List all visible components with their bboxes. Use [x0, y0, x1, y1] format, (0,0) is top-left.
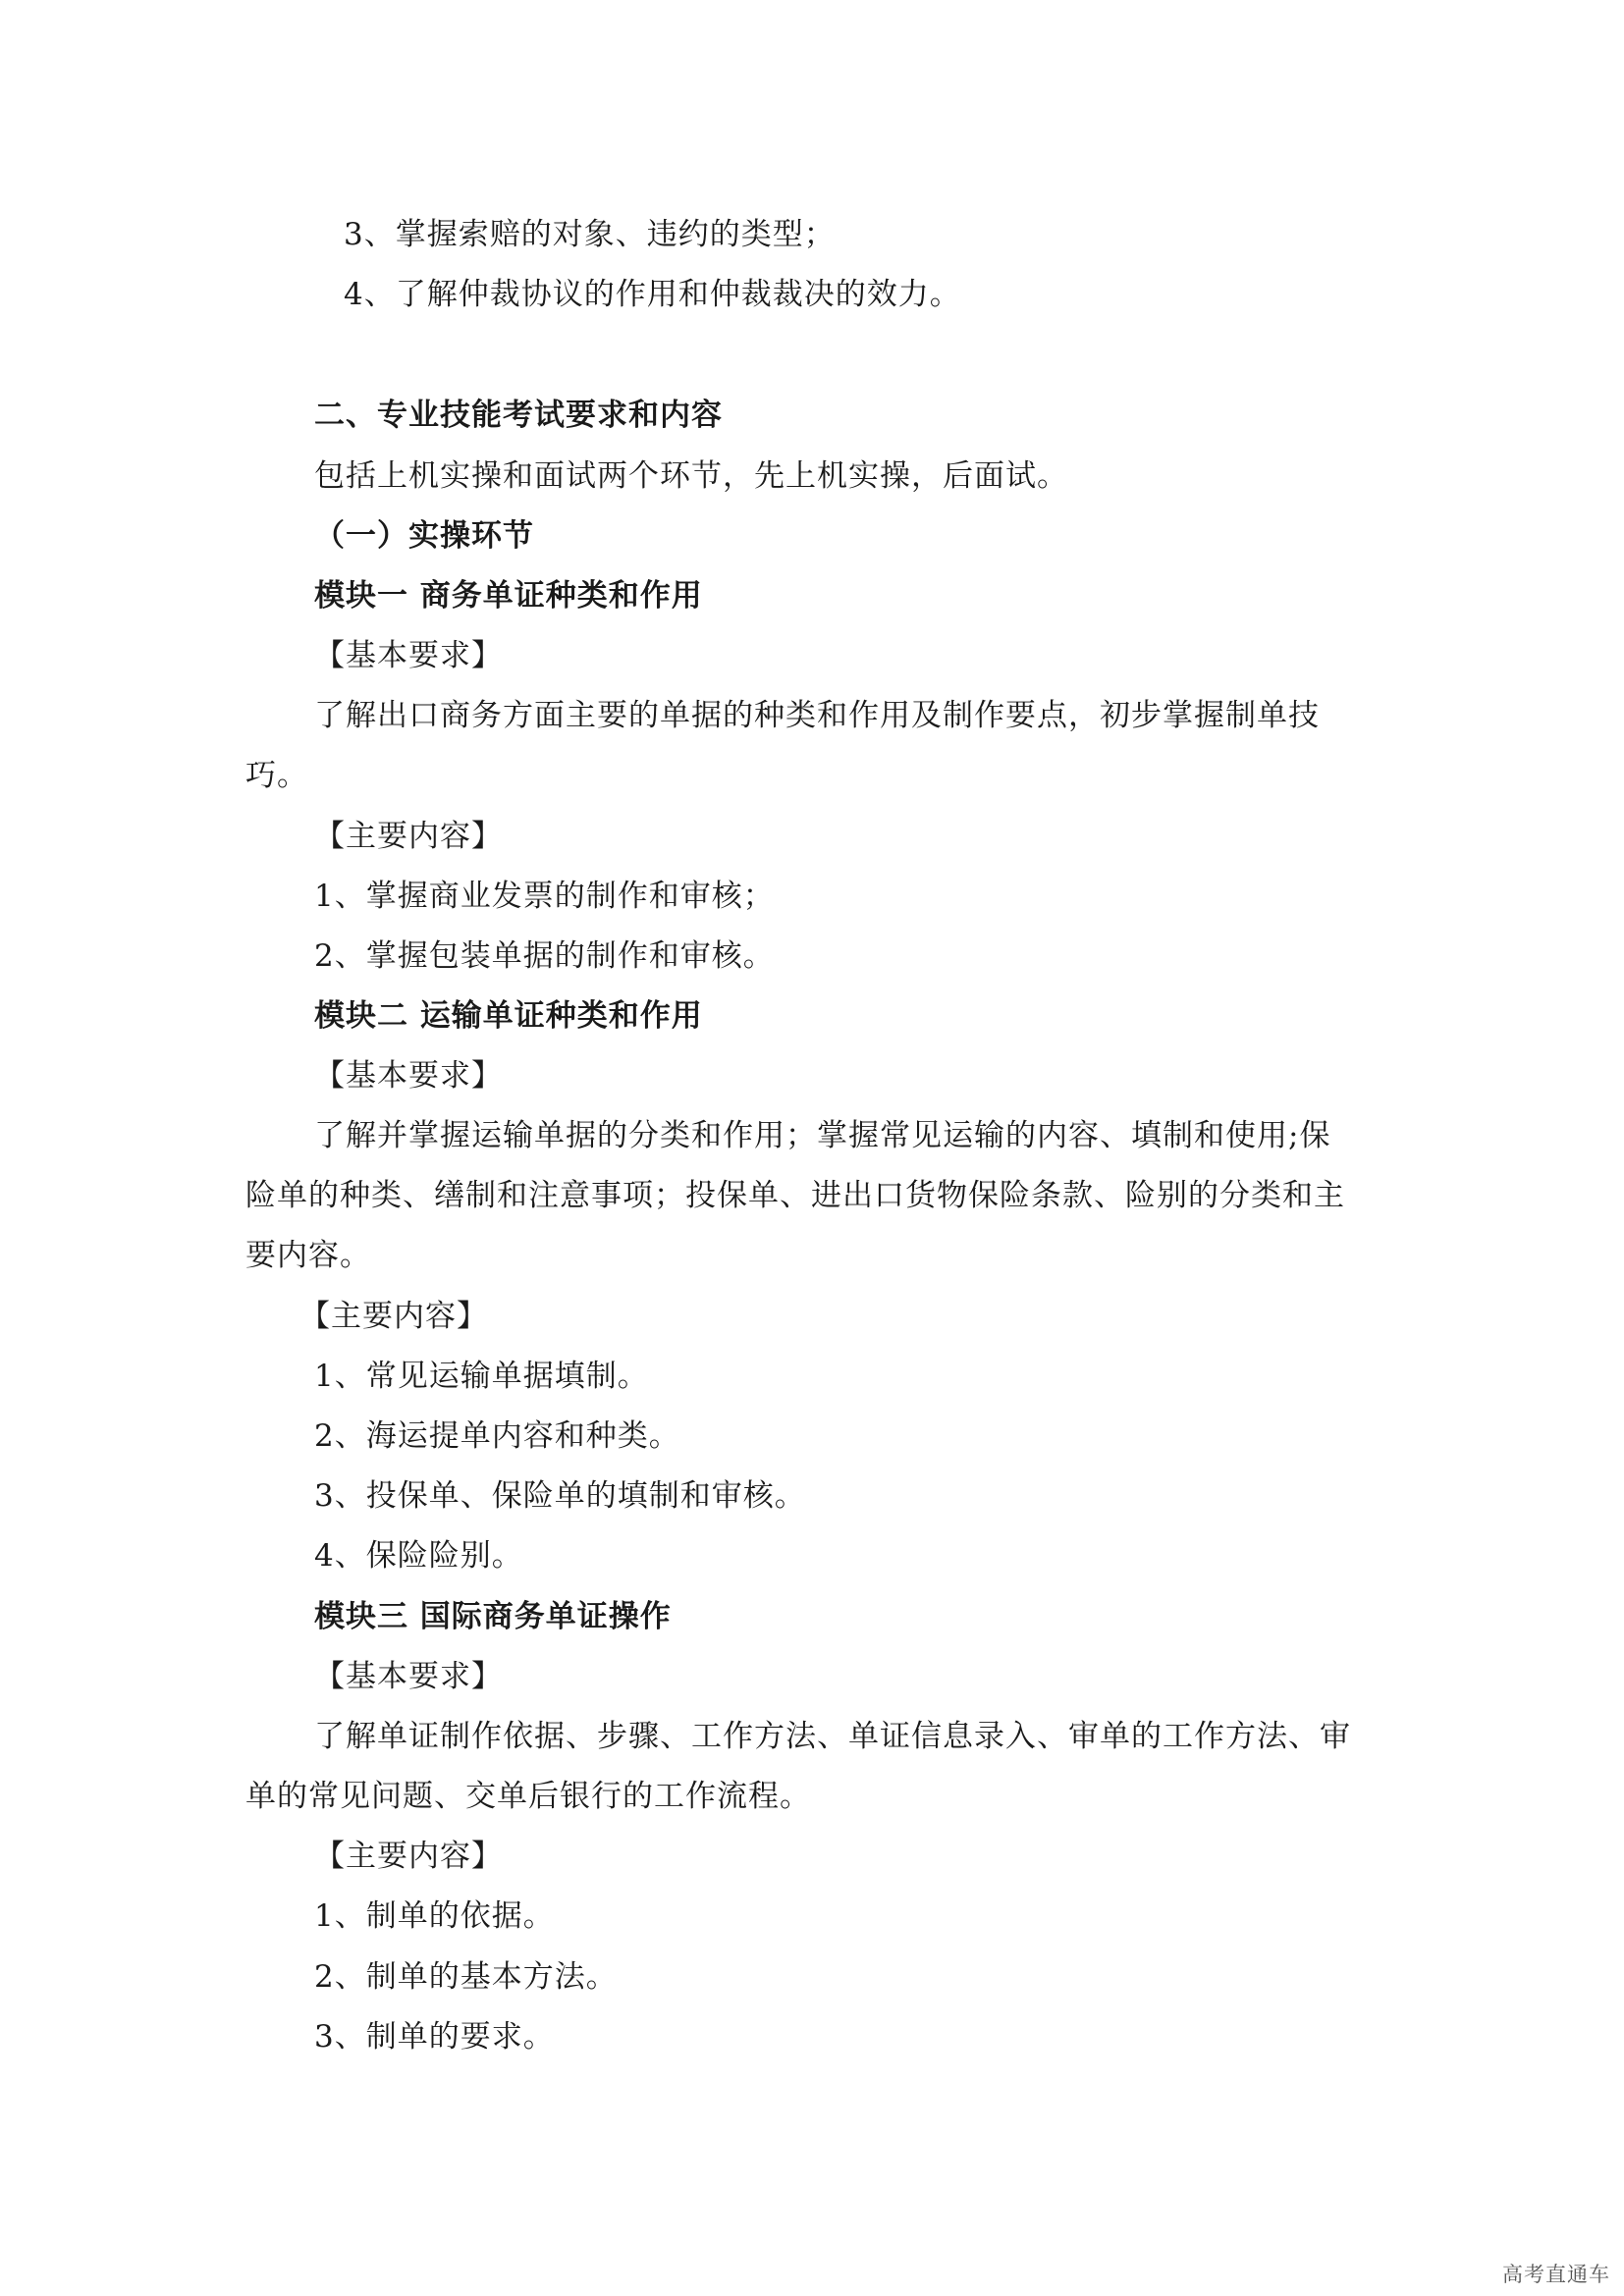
- list-item-doc-methods: 2、制单的基本方法。: [314, 1959, 618, 1995]
- label-basic-requirements-1: 【基本要求】: [314, 638, 503, 673]
- list-item-insurance-policy: 3、投保单、保险单的填制和审核。: [314, 1478, 806, 1514]
- list-item-doc-requirements: 3、制单的要求。: [314, 2019, 555, 2055]
- label-main-content-3: 【主要内容】: [314, 1839, 503, 1874]
- paragraph-requirements-2-line-2: 险单的种类、缮制和注意事项；投保单、进出口货物保险条款、险别的分类和主: [245, 1178, 1345, 1213]
- paragraph-requirements-1-line-2: 巧。: [245, 758, 308, 793]
- list-item-claim-objects: 3、掌握索赔的对象、违约的类型；: [344, 217, 836, 252]
- list-item-doc-basis: 1、制单的依据。: [314, 1898, 555, 1934]
- module-heading-2: 模块二 运输单证种类和作用: [314, 998, 703, 1034]
- label-main-content-1: 【主要内容】: [314, 819, 503, 854]
- label-main-content-2: 【主要内容】: [299, 1299, 488, 1334]
- paragraph-requirements-3-line-1: 了解单证制作依据、步骤、工作方法、单证信息录入、审单的工作方法、审: [314, 1719, 1351, 1754]
- list-item-arbitration: 4、了解仲裁协议的作用和仲裁裁决的效力。: [344, 277, 961, 312]
- watermark-text: 高考直通车: [1502, 2263, 1610, 2286]
- list-item-packing: 2、掌握包装单据的制作和审核。: [314, 938, 775, 974]
- module-heading-3: 模块三 国际商务单证操作: [314, 1599, 672, 1634]
- subsection-heading-practical: （一）实操环节: [314, 518, 534, 554]
- label-basic-requirements-3: 【基本要求】: [314, 1659, 503, 1694]
- paragraph-requirements-3-line-2: 单的常见问题、交单后银行的工作流程。: [245, 1779, 811, 1814]
- list-item-insurance-coverage: 4、保险险别。: [314, 1538, 523, 1574]
- list-item-invoice: 1、掌握商业发票的制作和审核；: [314, 879, 775, 914]
- list-item-transport-docs: 1、常见运输单据填制。: [314, 1359, 649, 1394]
- paragraph-requirements-2-line-3: 要内容。: [245, 1238, 371, 1273]
- paragraph-requirements-1-line-1: 了解出口商务方面主要的单据的种类和作用及制作要点，初步掌握制单技: [314, 698, 1320, 733]
- label-basic-requirements-2: 【基本要求】: [314, 1058, 503, 1094]
- module-heading-1: 模块一 商务单证种类和作用: [314, 578, 703, 614]
- section-heading-skills-exam: 二、专业技能考试要求和内容: [314, 398, 723, 433]
- list-item-bill-of-lading: 2、海运提单内容和种类。: [314, 1418, 680, 1454]
- paragraph-exam-intro: 包括上机实操和面试两个环节，先上机实操，后面试。: [314, 458, 1068, 494]
- paragraph-requirements-2-line-1: 了解并掌握运输单据的分类和作用；掌握常见运输的内容、填制和使用;保: [314, 1118, 1331, 1153]
